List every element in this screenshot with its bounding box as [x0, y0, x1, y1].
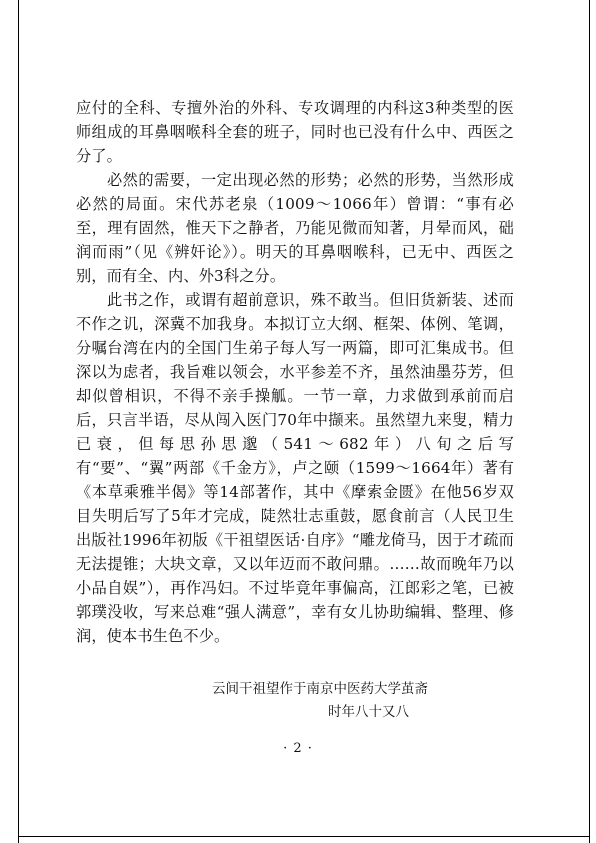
page-body [76, 96, 514, 648]
page-right-border [589, 0, 590, 843]
paragraph-inevitable-trend: 必然的需要，一定出现必然的形势；必然的形势，当然形成必然的局面。宋代苏老泉（1009～1066年）曾谓：“事有必至，理有固然，惟天下之静者，乃能见微而知著，月晕而风，础润而雨”（见《辨奸论》）。明天的耳鼻咽喉科，已无中、西医之别，而有全、内、外3科之分。 [76, 171, 514, 285]
page-bottom-border [18, 836, 590, 837]
signature-age-line: 时年八十又八 [328, 704, 409, 720]
paragraph-continuation: 应付的全科、专擅外治的外科、专攻调理的内科这3种类型的医师组成的耳鼻咽喉科全套的班子，同时也已没有什么中、西医之分了。 [76, 99, 514, 165]
paragraph-book-origin: 此书之作，或谓有超前意识，殊不敢当。但旧货新装、述而不作之讥，深冀不加我身。本拟订立大纲、框架、体例、笔调，分嘱台湾在内的全国门生弟子每人写一两篇，即可汇集成书。但深以为虑者，我旨难以领会，水平参差不齐，虽然油墨芬芳，但却似曾相识，不得不亲手操觚。一节一章，力求做到承前而启后，只言半语，尽从闯入医门70年中撷来。虽然望九来叟，精力已衰，但每思孙思邈（541～682年）八旬之后写有“要”、“翼”两部《千金方》，卢之颐（1599～1664年）著有《本草乘雅半偈》等14部著作，其中《摩索金匮》在他56岁双目失明后写了5年才完成，陡然壮志重鼓，愿食前言（人民卫生出版社1996年初版《干祖望医话·自序》“雕龙倚马，因于才疏而无法提锥；大块文章，又以年迈而不敢问鼎。……故而晚年乃以小品自娱”），再作冯妇。不过毕竟年事偏高，江郎彩之笔，已被郭璞没收，写来总难“强人满意”，幸有女儿协助编辑、整理、修润，使本书生色不少。 [76, 291, 514, 645]
page-left-border [18, 0, 19, 843]
signature-place-line: 云间干祖望作于南京中医药大学茧斋 [212, 681, 428, 697]
page-number: · 2 · [283, 741, 313, 756]
author-signature [76, 678, 514, 724]
